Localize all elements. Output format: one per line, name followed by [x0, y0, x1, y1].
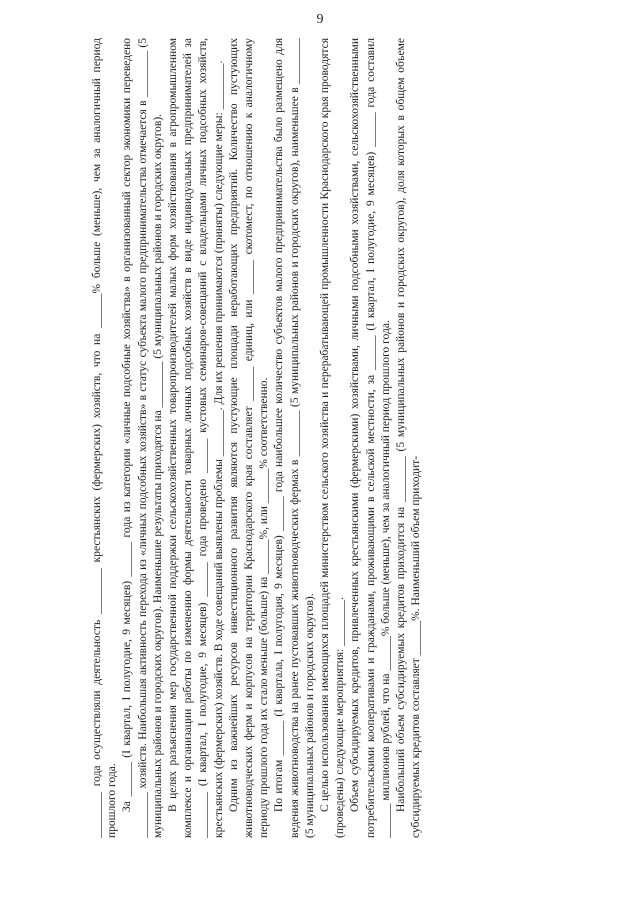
paragraph: Объем субсидируемых кредитов, привлеченных крестьянскими (фермерскими) хозяйствами, личными подсобными хозяйствами, сельскохозяйственными потребительскими кооперативами и гражданами, проживающими в сельской местности, за ______ (I квартал, I полугодие, 9 месяцев) ______ года составил ______ миллионов рублей, что на ______% больше (меньше), чем за аналогичный период прошлого года. — [349, 38, 392, 838]
paragraph: В целях разъяснения мер государственной поддержки сельскохозяйственных товаропроизводителей малых форм хозяйствования в агропромышленном комплексе и организации работы по изменению формы деятельности товарных личных подсобных хозяйств в виде индивидуальных предпринимателей за ________ (I квартал, I полугодие, 9 месяцев) ______ года проведено ______ кустовых семинаров-совещаний с владельцами личных подсобных хозяйств, крестьянских (фермерских) хозяйств. В ходе совещаний выявлены проблемы ________. Для их решения принимаются (приняты) следующие меры: ________. — [167, 38, 225, 838]
paragraph: Наибольший объем субсидируемых кредитов приходится на ________ (5 муниципальных районов и городских округов), доля которых в общем объеме субсидируемых кредитов составляет ______%. Наименьший объем приходит- — [395, 38, 423, 838]
page-body — [90, 38, 424, 838]
paragraph: ________ года осуществляли деятельность ________ крестьянских (фермерских) хозяйств, что на ______% больше (меньше), чем за аналогичный период прошлого года. — [91, 38, 119, 838]
paragraph: За ______ (I квартал, I полугодие, 9 месяцев) ______ года из категории «личные подсобные хозяйства» в организованный сектор экономики переведено ________ хозяйств. Наибольшая активность перехода из «личных подсобных хозяйств» в статус субъекта малого предпринимательства отмечается в ________ (5 муниципальных районов и городских округов). Наименьшие результаты приходятся на ________ (5 муниципальных районов и городских округов). — [121, 38, 164, 838]
paragraph: Одним из важнейших ресурсов инвестиционного развития являются пустующие площади неработающих предприятий. Количество пустующих животноводческих ферм и корпусов на территории Краснодарского края составляет ______ единиц, или ______ скотомест, по отношению к аналогичному периоду прошлого года их стало меньше (больше) на ______%, или ______% соответственно. — [227, 38, 271, 838]
paragraph: С целью использования имеющихся площадей министерством сельского хозяйства и перерабатывающей промышленности Краснодарского края проводятся (проведены) следующие мероприятия: ________. — [319, 38, 347, 838]
page-number: 9 — [316, 12, 324, 27]
paragraph: По итогам ______ (I квартала, I полугодия, 9 месяцев) ______ года наибольшее количество субъектов малого предпринимательства было размещено для ведения животноводства на ранее пустовавших животноводческих фермах в ________ (5 муниципальных районов и городских округов), наименьшее в ________ (5 муниципальных районов и городских округов). — [273, 38, 316, 838]
